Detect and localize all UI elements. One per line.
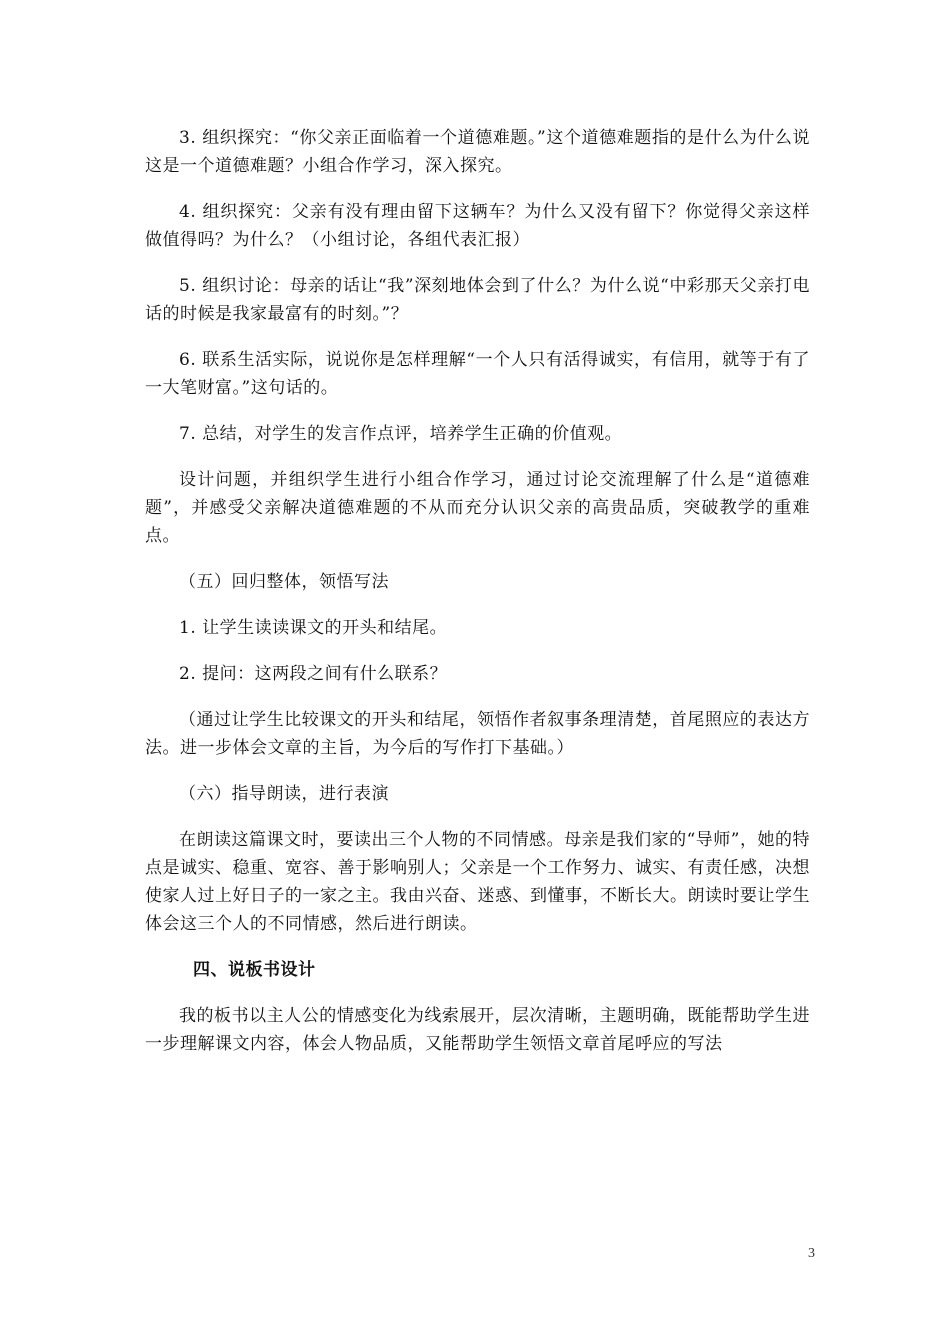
- reading-guidance-paragraph: 在朗读这篇课文时，要读出三个人物的不同情感。母亲是我们家的“导师”，她的特点是诚实、稳重、宽容、善于影响别人；父亲是一个工作努力、诚实、有责任感，决想使家人过上好日子的一家之主。我由兴奋、迷惑、到懂事，不断长大。朗读时要让学生体会这三个人的不同情感，然后进行朗读。: [145, 830, 810, 934]
- section-heading: 四、说板书设计: [193, 960, 316, 980]
- page-body: [145, 124, 810, 1058]
- paragraph-item-4: 4. 组织探究：父亲有没有理由留下这辆车？为什么又没有留下？你觉得父亲这样做值得吗？为什么？（小组讨论，各组代表汇报）: [145, 202, 810, 250]
- paragraph-item-3: 3. 组织探究：“你父亲正面临着一个道德难题。”这个道德难题指的是什么为什么说这是一个道德难题？小组合作学习，深入探究。: [145, 128, 810, 176]
- design-note-paragraph: 设计问题，并组织学生进行小组合作学习，通过讨论交流理解了什么是“道德难题”，并感受父亲解决道德难题的不从而充分认识父亲的高贵品质，突破教学的重难点。: [145, 470, 810, 546]
- paragraph-item-5: 5. 组织讨论：母亲的话让“我”深刻地体会到了什么？为什么说“中彩那天父亲打电话的时候是我家最富有的时刻。”？: [145, 276, 810, 324]
- paragraph-item-7: 7. 总结，对学生的发言作点评，培养学生正确的价值观。: [179, 424, 623, 444]
- section-six-title: （六）指导朗读，进行表演: [179, 784, 389, 804]
- section-five-item-1: 1. 让学生读读课文的开头和结尾。: [179, 618, 448, 638]
- paragraph-item-6: 6. 联系生活实际，说说你是怎样理解“一个人只有活得诚实，有信用，就等于有了一大笔财富。”这句话的。: [145, 350, 810, 398]
- section-five-note: （通过让学生比较课文的开头和结尾，领悟作者叙事条理清楚，首尾照应的表达方法。进一步体会文章的主旨，为今后的写作打下基础。）: [145, 710, 810, 758]
- board-design-paragraph: 我的板书以主人公的情感变化为线索展开，层次清晰，主题明确，既能帮助学生进一步理解课文内容，体会人物品质，又能帮助学生领悟文章首尾呼应的写法: [145, 1006, 810, 1054]
- section-five-title: （五）回归整体，领悟写法: [179, 572, 389, 592]
- page-number: 3: [808, 1246, 815, 1261]
- section-five-item-2: 2. 提问：这两段之间有什么联系？: [179, 664, 448, 684]
